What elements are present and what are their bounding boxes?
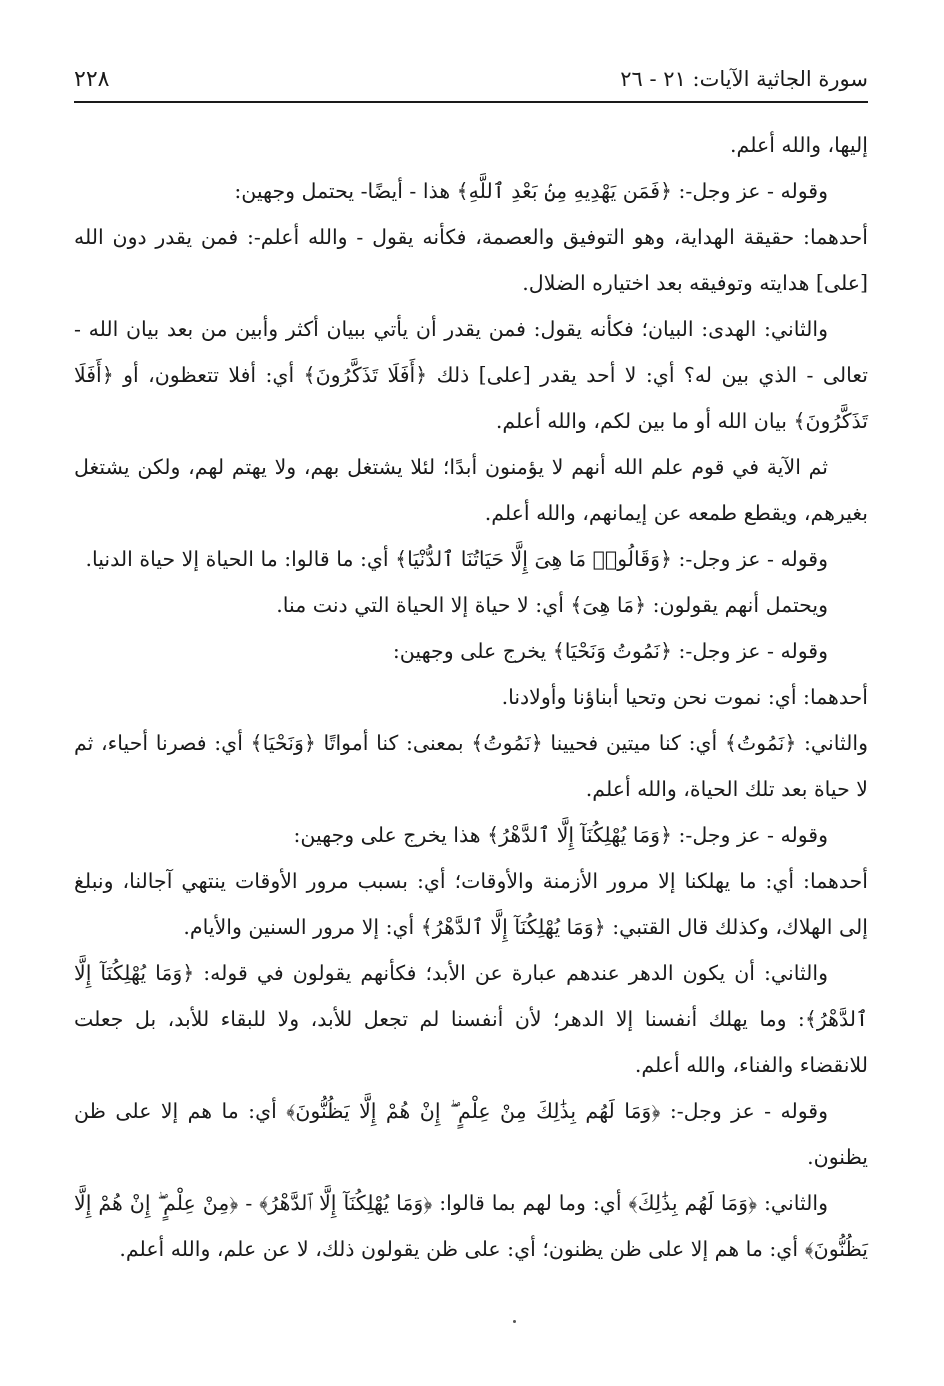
- paragraph: إليها، والله أعلم.: [730, 133, 868, 157]
- running-title: سورة الجاثية الآيات: ٢١ - ٢٦: [620, 67, 868, 91]
- paragraph: وقوله - عز وجل-: ﴿فَمَن يَهْدِيهِ مِنۢ بَعْدِ ٱللَّهِ﴾ هذا - أيضًا- يحتمل وجهين:: [234, 179, 828, 203]
- paragraph: وقوله - عز وجل-: ﴿وَمَا لَهُم بِذَٰلِكَ مِنْ عِلْمٍ ۖ إِنْ هُمْ إِلَّا يَظُنُّونَ﴾ أي: ما هم إلا على ظن يظنون.: [74, 1099, 868, 1169]
- paragraph: وقوله - عز وجل-: ﴿وَمَا يُهْلِكُنَآ إِلَّا ٱلدَّهْرُ﴾ هذا يخرج على وجهين:: [293, 823, 828, 847]
- paragraph: والثاني: الهدى: البيان؛ فكأنه يقول: فمن يقدر أن يأتي ببيان أكثر وأبين من بعد بيان الله - تعالى - الذي بين له؟ أي: لا أحد يقدر [على] ذلك ﴿أَفَلَا تَذَكَّرُونَ﴾ أي: أفلا تتعظون، أو ﴿أَفَلَا تَذَكَّرُونَ﴾ بيان الله أو ما بين لكم، والله أعلم.: [74, 317, 868, 433]
- body-text: [74, 122, 868, 1272]
- paragraph: وقوله - عز وجل-: ﴿وَقَالُوا۟ مَا هِىَ إِلَّا حَيَاتُنَا ٱلدُّنْيَا﴾ أي: ما قالوا: ما الحياة إلا حياة الدنيا.: [85, 547, 828, 571]
- paragraph: ثم الآية في قوم علم الله أنهم لا يؤمنون أبدًا؛ لئلا يشتغل بهم، ولا يهتم لهم، ولكن يشتغل بغيرهم، ويقطع طمعه عن إيمانهم، والله أعلم.: [74, 455, 868, 525]
- paragraph: والثاني: ﴿وَمَا لَهُم بِذَٰلِكَ﴾ أي: وما لهم بما قالوا: ﴿وَمَا يُهْلِكُنَآ إِلَّا ٱلدَّهْرُ﴾ - ﴿مِنْ عِلْمٍ ۖ إِنْ هُمْ إِلَّا يَظُنُّونَ﴾ أي: ما هم إلا على ظن يظنون؛ أي: على ظن يقولون ذلك، لا عن علم، والله أعلم.: [74, 1191, 868, 1261]
- paragraph: أحدهما: أي: نموت نحن وتحيا أبناؤنا وأولادنا.: [501, 685, 868, 709]
- paragraph: والثاني: أن يكون الدهر عندهم عبارة عن الأبد؛ فكأنهم يقولون في قوله: ﴿وَمَا يُهْلِكُنَآ إِلَّا ٱلدَّهْرُ﴾: وما يهلك أنفسنا إلا الدهر؛ لأن أنفسنا لم تجعل للأبد، ولا للبقاء للأبد، بل جعلت للانقضاء والفناء، والله أعلم.: [74, 961, 868, 1077]
- page-number: ٢٢٨: [74, 66, 110, 92]
- paragraph: أحدهما: حقيقة الهداية، وهو التوفيق والعصمة، فكأنه يقول - والله أعلم-: فمن يقدر دون الله [على] هدايته وتوفيقه بعد اختياره الضلال.: [74, 225, 868, 295]
- paragraph: والثاني: ﴿نَمُوتُ﴾ أي: كنا ميتين فحيينا ﴿نَمُوتُ﴾ بمعنى: كنا أمواتًا ﴿وَنَحْيَا﴾ أي: فصرنا أحياء، ثم لا حياة بعد تلك الحياة، والله أعلم.: [74, 731, 868, 801]
- paragraph: وقوله - عز وجل-: ﴿نَمُوتُ وَنَحْيَا﴾ يخرج على وجهين:: [392, 639, 828, 663]
- running-header: [74, 62, 868, 96]
- paragraph: ويحتمل أنهم يقولون: ﴿مَا هِىَ﴾ أي: لا حياة إلا الحياة التي دنت منا.: [276, 593, 828, 617]
- paragraph: أحدهما: أي: ما يهلكنا إلا مرور الأزمنة والأوقات؛ أي: بسبب مرور الأوقات ينتهي آجالنا، ونبلغ إلى الهلاك، وكذلك قال القتبي: ﴿وَمَا يُهْلِكُنَآ إِلَّا ٱلدَّهْرُ﴾ أي: إلا مرور السنين والأيام.: [74, 869, 868, 939]
- header-rule: [74, 101, 868, 103]
- ink-speck: [513, 1320, 516, 1323]
